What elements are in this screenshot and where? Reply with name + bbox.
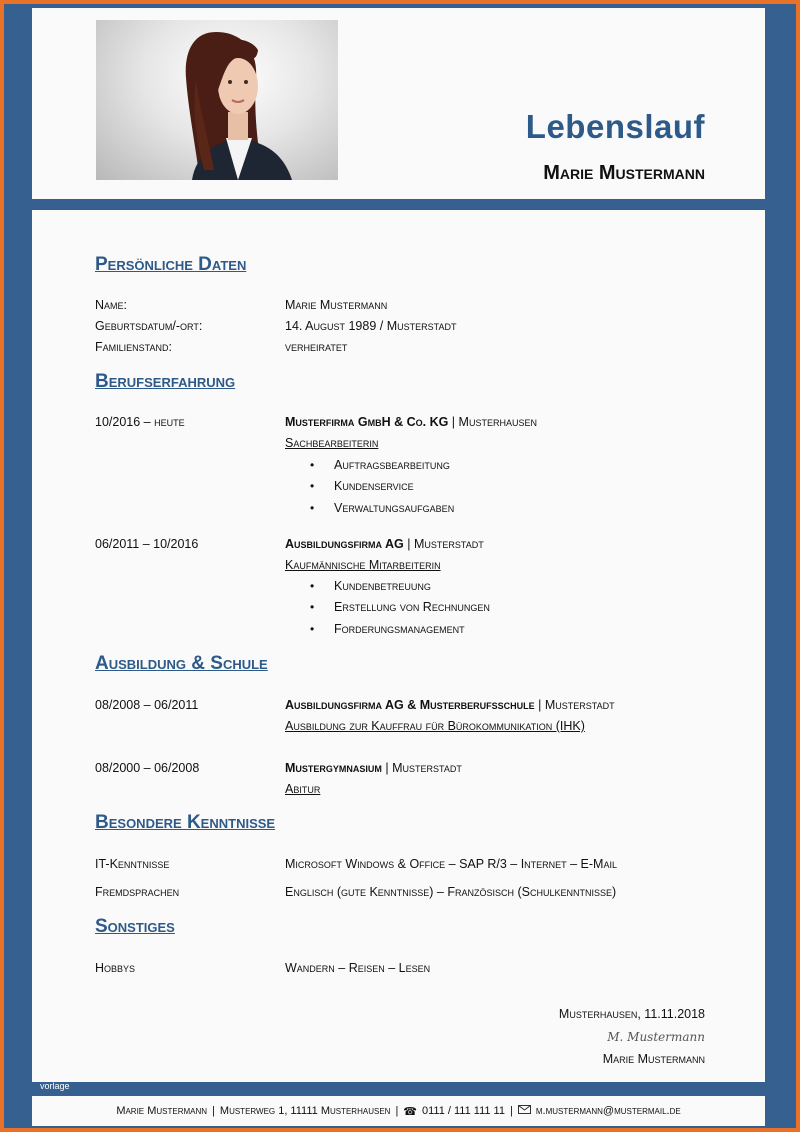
job-task: Kundenbetreuung	[334, 579, 431, 593]
section-heading-experience: Berufserfahrung	[95, 371, 236, 392]
edu-period: 08/2000 – 06/2008	[95, 761, 200, 775]
value-name: Marie Mustermann	[285, 298, 388, 312]
edu-institution: Mustergymnasium	[285, 761, 382, 775]
signature-name: Marie Mustermann	[602, 1052, 705, 1066]
footer: Marie Mustermann | Musterweg 1, 11111 Musterhausen | ☎ 0111 / 111 111 11 | m.mustermann@mustermail.de	[32, 1096, 765, 1126]
edu-location: Musterstadt	[544, 698, 615, 712]
edu-location: Musterstadt	[392, 761, 462, 775]
skill-label: Fremdsprachen	[95, 885, 180, 899]
job-company: Musterfirma GmbH & Co. KG	[285, 415, 449, 429]
job-task: Forderungsmanagement	[334, 622, 465, 636]
body-card: Persönliche Daten Name: Marie Mustermann Geburtsdatum/-ort: 14. August 1989 / Musterstadt Familienstand: verheiratet Berufserfahrung 10/2016 – heute Musterfirma GmbH & Co. KG | Musterhausen Sachbearbeiterin • Auftragsbearbeitung • Kundenservice • Verwaltungsaufgaben 06/2011 – 10/2016 Ausbildungsfirma AG | Musterstadt Kaufmännische Mitarbeiterin • Kundenbetreuung • Erstellung von Rechnungen • Forderungsmanagement Ausbildung & Schule 08/2008 – 06/2011 Ausbildungsfirma AG & Musterberufsschule | Musterstadt Ausbildung zur Kauffrau für Bürokommunikation (IHK) 08/2000 – 06/2008 Mustergymnasium | Musterstadt Abitur Besondere Kenntnisse IT-Kenntnisse Microsoft Windows & Office – SAP R/3 – Internet – E-Mail Fremdsprachen Englisch (gute Kenntnisse) – Französisch (Schulkenntnisse) Sonstiges Hobbys Wandern – Reisen – Lesen Musterhausen, 11.11.2018 M. Mustermann Marie Mustermann	[32, 210, 765, 1082]
hobbies-value: Wandern – Reisen – Lesen	[285, 961, 431, 975]
value-marital: verheiratet	[285, 340, 348, 354]
footer-address: Musterweg 1, 11111 Musterhausen	[219, 1105, 391, 1117]
section-heading-skills: Besondere Kenntnisse	[95, 812, 276, 833]
section-heading-education: Ausbildung & Schule	[95, 653, 268, 674]
edu-institution-line: Ausbildungsfirma AG & Musterberufsschule | Musterstadt	[285, 698, 615, 712]
header-card	[32, 8, 765, 199]
document-title: Lebenslauf	[525, 108, 705, 145]
hobbies-label: Hobbys	[95, 961, 136, 975]
job-task: Verwaltungsaufgaben	[334, 501, 455, 515]
edu-degree: Abitur	[285, 782, 321, 796]
phone-icon: ☎	[403, 1105, 417, 1118]
skill-label: IT-Kenntnisse	[95, 857, 170, 871]
footer-name: Marie Mustermann	[116, 1105, 208, 1117]
skill-value: Microsoft Windows & Office – SAP R/3 – Internet – E-Mail	[285, 857, 617, 871]
edu-period: 08/2008 – 06/2011	[95, 698, 199, 712]
footer-phone: 0111 / 111 111 11	[422, 1105, 505, 1117]
footer-email[interactable]: m.mustermann@mustermail.de	[535, 1105, 681, 1117]
section-heading-personal: Persönliche Daten	[95, 254, 247, 275]
job-task: Erstellung von Rechnungen	[334, 600, 490, 614]
job-company-line: Musterfirma GmbH & Co. KG | Musterhausen	[285, 415, 537, 429]
edu-degree: Ausbildung zur Kauffrau für Bürokommunikation (IHK)	[285, 719, 585, 733]
edu-institution: Ausbildungsfirma AG & Musterberufsschule	[285, 698, 535, 712]
job-company-line: Ausbildungsfirma AG | Musterstadt	[285, 537, 484, 551]
watermark: vorlage	[40, 1081, 70, 1091]
job-company: Ausbildungsfirma AG	[285, 537, 404, 551]
job-role: Kaufmännische Mitarbeiterin	[285, 558, 441, 572]
profile-photo	[96, 20, 338, 180]
place-date: Musterhausen, 11.11.2018	[558, 1007, 705, 1021]
header-name: Marie Mustermann	[543, 162, 705, 184]
job-location: Musterhausen	[458, 415, 537, 429]
job-task: Auftragsbearbeitung	[334, 458, 450, 472]
job-period: 10/2016 – heute	[95, 415, 185, 429]
label-birth: Geburtsdatum/-ort:	[95, 319, 203, 333]
section-heading-other: Sonstiges	[95, 916, 175, 937]
value-birth: 14. August 1989 / Musterstadt	[285, 319, 457, 333]
signature: M. Mustermann	[607, 1030, 705, 1044]
label-marital: Familienstand:	[95, 340, 172, 354]
edu-institution-line: Mustergymnasium | Musterstadt	[285, 761, 462, 775]
skill-value: Englisch (gute Kenntnisse) – Französisch (Schulkenntnisse)	[285, 885, 617, 899]
job-period: 06/2011 – 10/2016	[95, 537, 199, 551]
job-location: Musterstadt	[414, 537, 484, 551]
job-task: Kundenservice	[334, 479, 414, 493]
job-role: Sachbearbeiterin	[285, 436, 379, 450]
label-name: Name:	[95, 298, 128, 312]
mail-icon	[518, 1105, 531, 1117]
